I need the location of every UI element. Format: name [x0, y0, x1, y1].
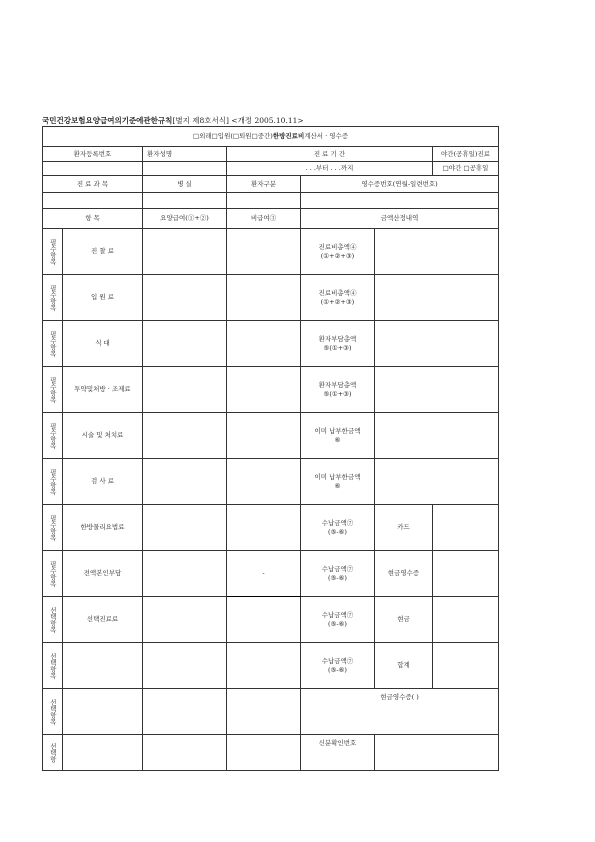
reg-no-label: 환자등록번호: [43, 147, 143, 162]
calc-label-7: 수납금액⑦ (⑤-⑥): [301, 551, 375, 597]
item-label-5: 검 사 료: [63, 459, 143, 505]
calc-amount-5[interactable]: [375, 459, 499, 505]
cash-receipt-label: 현금영수증( ): [301, 689, 499, 735]
insured-amount-4[interactable]: [143, 413, 227, 459]
dept-label: 진 료 과 목: [43, 176, 143, 193]
table-row: [43, 689, 499, 735]
payment-label-9: 합계: [375, 643, 433, 689]
uninsured-amount-3[interactable]: [227, 367, 301, 413]
group-label-cash: [43, 689, 63, 735]
payment-label-6: 카드: [375, 505, 433, 551]
item-label-8: 선택진료료: [63, 597, 143, 643]
insured-blank-cash[interactable]: [143, 689, 227, 735]
dept-value[interactable]: [43, 193, 143, 209]
group-label-6-text: 필수항목: [48, 514, 57, 541]
calc-label-0: 진료비총액④ (①+②+③): [301, 229, 375, 275]
group-label-0: [43, 229, 63, 275]
uninsured-amount-5[interactable]: [227, 459, 301, 505]
payment-amount-7[interactable]: [433, 551, 499, 597]
group-label-3-text: 필수항목: [48, 376, 57, 403]
receipt-form-table: [42, 126, 499, 771]
group-label-7-text: 필수항목: [48, 560, 57, 587]
uninsured-amount-7[interactable]: -: [227, 551, 301, 597]
calc-label-2: 환자부담총액 ⑤(①+③): [301, 321, 375, 367]
item-blank-id: [63, 735, 143, 771]
table-row: [43, 505, 499, 551]
uninsured-amount-2[interactable]: [227, 321, 301, 367]
calc-label-3: 환자부담총액 ⑤(①+③): [301, 367, 375, 413]
column-uninsured: 비급여③: [227, 209, 301, 229]
table-row: [43, 229, 499, 275]
table-row: [43, 597, 499, 643]
column-item: 항 목: [43, 209, 143, 229]
id-confirm-value[interactable]: [375, 735, 499, 771]
period-label: 진 료 기 간: [227, 147, 433, 162]
table-row: [43, 321, 499, 367]
item-label-0: 진 찰 료: [63, 229, 143, 275]
group-label-3: [43, 367, 63, 413]
group-label-5-text: 필수항목: [48, 468, 57, 495]
calc-amount-4[interactable]: [375, 413, 499, 459]
calc-amount-2[interactable]: [375, 321, 499, 367]
id-confirm-label: 신분확인번호: [301, 735, 375, 771]
calc-amount-3[interactable]: [375, 367, 499, 413]
payment-label-8: 현금: [375, 597, 433, 643]
group-label-2: [43, 321, 63, 367]
form-title: [43, 127, 499, 147]
item-label-3: 투약및처방 · 조제료: [63, 367, 143, 413]
item-label-2: 식 대: [63, 321, 143, 367]
item-label-1: 입 원 료: [63, 275, 143, 321]
form-reference: [별지 제8호서식] <개정 2005.10.11>: [172, 116, 304, 125]
receipt-no-label: 영수증번호(연월-일련번호): [301, 176, 499, 193]
insured-amount-2[interactable]: [143, 321, 227, 367]
room-label: 병 실: [143, 176, 227, 193]
item-label-9: [63, 643, 143, 689]
calc-label-9: 수납금액⑦ (⑤-⑥): [301, 643, 375, 689]
group-label-5: [43, 459, 63, 505]
column-calc: 금액산정내역: [301, 209, 499, 229]
form-title-suffix: 계산서 · 영수증: [304, 132, 349, 141]
payment-label-7: 현금영수증: [375, 551, 433, 597]
uninsured-blank-id[interactable]: [227, 735, 301, 771]
group-label-id: [43, 735, 63, 771]
insured-amount-5[interactable]: [143, 459, 227, 505]
room-value[interactable]: [143, 193, 227, 209]
calc-label-5: 이미 납부한금액 ⑥: [301, 459, 375, 505]
insured-amount-7[interactable]: [143, 551, 227, 597]
column-insured: 요양급여(①+②): [143, 209, 227, 229]
calc-label-8: 수납금액⑦ (⑤-⑥): [301, 597, 375, 643]
group-label-cash-text: 선택항목: [48, 698, 57, 725]
payment-amount-6[interactable]: [433, 505, 499, 551]
group-label-1-text: 필수항목: [48, 284, 57, 311]
patient-name-value[interactable]: [143, 162, 227, 176]
table-row: [43, 367, 499, 413]
calc-amount-0[interactable]: [375, 229, 499, 275]
table-row: [43, 735, 499, 771]
uninsured-blank-cash[interactable]: [227, 689, 301, 735]
item-label-4: 시술 및 처치료: [63, 413, 143, 459]
group-label-9: [43, 643, 63, 689]
regulation-title: 국민건강보험요양급여의기준에관한규칙: [42, 116, 173, 125]
insured-amount-1[interactable]: [143, 275, 227, 321]
group-label-8-text: 선택항목: [48, 606, 57, 633]
receipt-no-value[interactable]: [301, 193, 499, 209]
calc-label-6: 수납금액⑦ (⑤-⑥): [301, 505, 375, 551]
payment-amount-9[interactable]: [433, 643, 499, 689]
item-blank-cash: [63, 689, 143, 735]
group-label-7: [43, 551, 63, 597]
table-row: [43, 413, 499, 459]
reg-no-value[interactable]: [43, 162, 143, 176]
uninsured-amount-9[interactable]: [227, 643, 301, 689]
patient-name-label: 환자성명: [143, 147, 227, 162]
group-label-6: [43, 505, 63, 551]
form-header: [42, 115, 304, 126]
category-value[interactable]: [227, 193, 301, 209]
night-value[interactable]: □야간 □공휴일: [433, 162, 499, 176]
payment-amount-8[interactable]: [433, 597, 499, 643]
uninsured-amount-4[interactable]: [227, 413, 301, 459]
form-title-prefix: □외래□입원(□퇴원□중간): [192, 132, 273, 141]
group-label-4-text: 필수항목: [48, 422, 57, 449]
item-label-7: 전액본인부담: [63, 551, 143, 597]
table-row: [43, 275, 499, 321]
group-label-2-text: 필수항목: [48, 330, 57, 357]
insured-amount-8[interactable]: [143, 597, 227, 643]
uninsured-amount-6[interactable]: [227, 505, 301, 551]
uninsured-amount-1[interactable]: [227, 275, 301, 321]
group-label-1: [43, 275, 63, 321]
group-label-id-text: 선택항: [48, 742, 57, 763]
insured-amount-6[interactable]: [143, 505, 227, 551]
category-label: 환자구분: [227, 176, 301, 193]
form-title-bold: 한방진료비: [272, 132, 305, 141]
night-label: 야간(공휴일)진료: [433, 147, 499, 162]
calc-amount-1[interactable]: [375, 275, 499, 321]
insured-blank-id[interactable]: [143, 735, 227, 771]
group-label-8: [43, 597, 63, 643]
uninsured-amount-8[interactable]: [227, 597, 301, 643]
insured-amount-3[interactable]: [143, 367, 227, 413]
item-label-6: 한방물리요법료: [63, 505, 143, 551]
group-label-9-text: 선택항목: [48, 652, 57, 679]
insured-amount-9[interactable]: [143, 643, 227, 689]
table-row: [43, 551, 499, 597]
insured-amount-0[interactable]: [143, 229, 227, 275]
uninsured-amount-0[interactable]: [227, 229, 301, 275]
calc-label-4: 이미 납부한금액 ⑥: [301, 413, 375, 459]
group-label-4: [43, 413, 63, 459]
table-row: [43, 643, 499, 689]
table-row: [43, 459, 499, 505]
calc-label-1: 진료비총액④ (①+②+③): [301, 275, 375, 321]
period-value[interactable]: . . .부터 . . .까지: [227, 162, 433, 176]
group-label-0-text: 필수항목: [48, 238, 57, 265]
